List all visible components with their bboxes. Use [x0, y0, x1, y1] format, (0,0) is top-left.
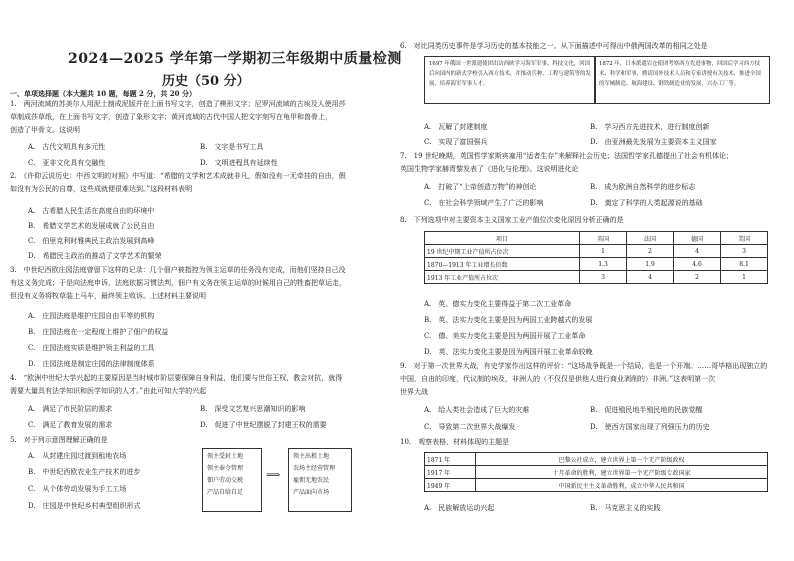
q9-line: 世界大战: [400, 388, 428, 396]
left-column: [10, 0, 402, 561]
q6-material-japan: [594, 56, 770, 104]
question-2: [10, 170, 346, 196]
table-cell: 4: [674, 245, 721, 258]
question-1: [10, 98, 346, 137]
q2-option-d[interactable]: D. 希腊民主政治的推动了文学艺术的繁荣: [28, 252, 162, 260]
table-header-cell: 美国: [721, 232, 768, 245]
q7-option-b[interactable]: B. 成为欧洲自然科学的进步标志: [590, 183, 696, 191]
q5-box2-text: [289, 449, 351, 501]
q1-option-a[interactable]: A. 古代文明具有多元性: [28, 143, 106, 151]
table-cell: 4.6: [674, 258, 721, 271]
q7-option-c[interactable]: C. 在社会科学领域产生了广泛的影响: [424, 199, 544, 207]
table-cell: 1: [580, 245, 627, 258]
q3-line: 3. 中世纪西欧庄园法庭曾留下这样的记录：几个佃户被指控为领主运草的任务没有完成，而他们坚持自己没: [10, 266, 346, 274]
table-cell: 1.3: [580, 258, 627, 271]
table-cell: 中国新民主主义革命胜利，成立中华人民共和国: [476, 479, 768, 492]
question-7: [400, 150, 733, 176]
table-cell: 1949 年: [425, 479, 476, 492]
table-header-cell: 项目: [425, 232, 580, 245]
q9-option-a[interactable]: A. 给人类社会造成了巨大的灾难: [424, 406, 530, 414]
table-cell: 3: [580, 271, 627, 284]
table-header-row: [425, 232, 768, 245]
right-arrow-icon: ⟹: [266, 470, 281, 481]
q5-box2-line: 雇佣无地农民: [293, 477, 330, 484]
table-row: [425, 245, 768, 258]
q5-box1-line: 领主奉令管理: [207, 465, 244, 472]
q6-option-d[interactable]: D. 由亚洲最先发展为主要资本主义国家: [590, 138, 717, 146]
q1-option-c[interactable]: C. 亚非文化具有交融性: [28, 159, 106, 167]
q2-line: 2. 《许仰云说历史：中西文明的对照》中写道：“希腊的文学和艺术成就非凡，假如没有一无牵挂的自由，假: [10, 172, 346, 180]
question-3: [10, 264, 346, 303]
q8-option-a[interactable]: A. 英、德实力变化主要得益于第二次工业革命: [424, 300, 572, 308]
question-8: 8. 下列选项中对主要资本主义国家工业产值位次变化原因分析正确的是: [400, 216, 624, 224]
q5-diagram-box-before: [202, 448, 262, 512]
table-cell: 十月革命的胜利，建立世界第一个无产阶级专政国家: [476, 466, 768, 479]
q4-option-d[interactable]: D. 促进了中世纪摆脱了封建王权的需要: [200, 421, 327, 429]
q3-line: 有这义务完成；于是向法庭申诉，法庭依据习惯法判，佃户有义务在领主运草的时候用自己的牲畜把草运走，: [10, 279, 346, 287]
q5-option-a[interactable]: A. 从封建庄园过渡到租地农场: [28, 452, 127, 460]
q1-line: 草制成莎草纸，在上面书写文字，创造了象形文字；黄河流域的古代中国人把文字刻写在龟甲和兽骨上，: [10, 113, 332, 121]
q2-option-a[interactable]: A. 古希腊人民生活在高度自由的环境中: [28, 207, 155, 215]
q10-data-table: [424, 452, 768, 492]
q6-option-a[interactable]: A. 瓦解了封建制度: [424, 123, 488, 131]
q9-option-d[interactable]: D. 使西方国家出现了列强压力的历史: [590, 423, 710, 431]
q2-option-b[interactable]: B. 希腊文学艺术的发展成就了公民自由: [28, 222, 155, 230]
section-heading: 一、单项选择题（本大题共 10 题，每题 2 分，共 20 分）: [10, 89, 196, 98]
table-cell: 1871 年: [425, 453, 476, 466]
q8-option-b[interactable]: B. 英、法实力变化主要是因为两国工业跨越式的发展: [424, 316, 593, 324]
q3-line: 但没有义务将牧草装上马车，最终领主败诉。上述材料主要说明: [10, 292, 206, 300]
table-cell: 19 世纪中期工业产值所占位次: [425, 245, 580, 258]
q10-option-a[interactable]: A. 民族解放运动兴起: [424, 504, 495, 512]
q5-box2-line: 产品面向市场: [293, 489, 330, 496]
table-cell: 1870—1913 年工业增长倍数: [425, 258, 580, 271]
q8-option-c[interactable]: C. 德、美实力变化主要是因为两国开展了工业革命: [424, 332, 586, 340]
exam-subtitle: 历史（50 分）: [162, 74, 250, 89]
q5-option-d[interactable]: D. 庄园是中世纪乡村典型组织形式: [28, 502, 141, 510]
table-cell: 巴黎公社成立，建立世界上第一个无产阶级政权: [476, 453, 768, 466]
q2-line: 如没有为公民的自尊，这些成就便很难达到。”这段材料表明: [10, 185, 193, 193]
question-10: 10. 观察表格，材料体现的主题是: [400, 438, 510, 446]
question-6: 6. 对比同类历史事件是学习历史的基本技能之一。从下面描述中可得出中俄两国改革的相同之处是: [400, 42, 708, 50]
q5-box1-line: 产品自给自足: [207, 489, 244, 496]
table-header-cell: 英国: [580, 232, 627, 245]
table-cell: 8.1: [721, 258, 768, 271]
q3-option-d[interactable]: D. 庄园法庭是制定庄园的法律制度体系: [28, 360, 155, 368]
q9-line: 9. 对于第一次世界大战，有史学家作出这样的评价：“这场战争既是一个结局，也是一个开端。……哥毕格出现独立的: [400, 362, 768, 370]
table-header-cell: 德国: [674, 232, 721, 245]
exam-title: 2024—2025 学年第一学期初三年级期中质量检测: [68, 51, 402, 67]
table-row: [425, 453, 768, 466]
q9-line: 中国，自由的印度，代议制的埃及，非洲人的（不仅仅是供他人进行商业剥削的）非洲。”这表明第一次: [400, 375, 716, 383]
table-row: [425, 479, 768, 492]
q1-line: 创造了甲骨文。这说明: [10, 126, 80, 134]
q2-option-c[interactable]: C. 伯里克利时雅典民主政治发展到高峰: [28, 237, 155, 245]
table-row: [425, 271, 768, 284]
q5-option-c[interactable]: C. 从个体劳动发展为手工工场: [28, 485, 127, 493]
table-cell: 1917 年: [425, 466, 476, 479]
q5-box1-line: 佃户劳动交税: [207, 477, 244, 484]
q9-option-c[interactable]: C. 导致第二次世界大战爆发: [424, 423, 516, 431]
q4-option-b[interactable]: B. 深受文艺复兴思潮知识的影响: [200, 405, 306, 413]
q8-option-d[interactable]: D. 英、法实力变化主要是因为两国开展工业革命较晚: [424, 348, 593, 356]
q5-box1-text: [203, 449, 261, 501]
table-row: [425, 258, 768, 271]
right-column: [400, 0, 787, 561]
q6-material-russia-text: 1697 年俄国一世派遣使团出访西欧学习海军军事、科技文化，回国后向国内的新式学校引入西方技术，并推动兵种、工程与建筑等的发展，培养海军军事人才。: [429, 61, 591, 87]
table-cell: 4: [627, 271, 674, 284]
q10-option-b[interactable]: B. 马克思主义的实践: [590, 504, 661, 512]
q7-option-d[interactable]: D. 奠定了科学的人类起源说的基础: [590, 199, 703, 207]
table-cell: 3: [721, 245, 768, 258]
q7-option-a[interactable]: A. 打破了“上帝创造万物”的神创论: [424, 183, 537, 191]
table-cell: 1913 年工业产值所占位次: [425, 271, 580, 284]
q4-line: 需要大量具有法学知识和医学知识的人才。”由此可知大学的兴起: [10, 387, 207, 395]
q5-diagram-box-after: [288, 448, 352, 512]
table-header-cell: 法国: [627, 232, 674, 245]
question-5: 5. 对于列示意图理解正确的是: [10, 436, 108, 444]
q6-material-russia: [424, 56, 596, 104]
q3-option-c[interactable]: C. 庄园法庭实质是维护领主利益的工具: [28, 344, 155, 352]
q6-option-c[interactable]: C. 实现了富国强兵: [424, 138, 488, 146]
q4-option-a[interactable]: A. 满足了市民阶层的需求: [28, 405, 113, 413]
q5-option-b[interactable]: B. 中世纪西欧农业生产技术的进步: [28, 468, 141, 476]
q1-option-b[interactable]: B. 文字是书写工具: [200, 143, 264, 151]
q6-option-b[interactable]: B. 学习西方先进技术，进行制度创新: [590, 123, 710, 131]
q5-box2-line: 农场主经营管理: [293, 465, 336, 472]
q1-line: 1. 两河流域的苏美尔人用泥土制成泥版并在上面书写文字，创造了楔形文字；尼罗河流域的古埃及人使用莎: [10, 100, 346, 108]
q3-option-a[interactable]: A. 庄园法庭是维护庄园自由平等的机构: [28, 312, 155, 320]
q7-line: 7. 19 世纪晚期，英国哲学家斯宾塞用“适者生存”来解释社会历史；法国哲学家孔德提出了社会有机体论；: [400, 152, 733, 160]
q5-box2-line: 领主出租土地: [293, 453, 330, 460]
table-row: [425, 466, 768, 479]
q5-box1-line: 领主受封土地: [207, 453, 244, 460]
q4-option-c[interactable]: C. 满足了教育发展的需求: [28, 421, 113, 429]
question-9: [400, 360, 767, 399]
q8-data-table: [424, 231, 768, 284]
table-cell: 1: [721, 271, 768, 284]
q3-option-b[interactable]: B. 庄园法庭在一定程度上维护了佃户的权益: [28, 328, 169, 336]
table-cell: 2: [627, 245, 674, 258]
table-cell: 2: [674, 271, 721, 284]
q6-material-japan-text: 1872 年，日本派遣岩仓使团考察西方先进事物，回国后学习西方技术、科学和军事，聘请国外技术人员和专家讲授有关技术，推进全国的军械制造、航海建设、钢铁制造业的发展，兴办工厂等。: [599, 61, 761, 87]
q9-option-b[interactable]: B. 促进殖民地半殖民地的民族觉醒: [590, 406, 703, 414]
q7-line: 英国生物学家赫胥黎发表了《进化与伦理》。这说明进化论: [400, 165, 579, 173]
question-4: [10, 372, 342, 398]
q4-line: 4. “欧洲中世纪大学兴起的主要原因是当时城市阶层要保障自身利益，他们要与世俗王权，教会对抗，就得: [10, 374, 343, 382]
table-cell: 1.9: [627, 258, 674, 271]
q1-option-d[interactable]: D. 文明进程具有延续性: [200, 159, 278, 167]
